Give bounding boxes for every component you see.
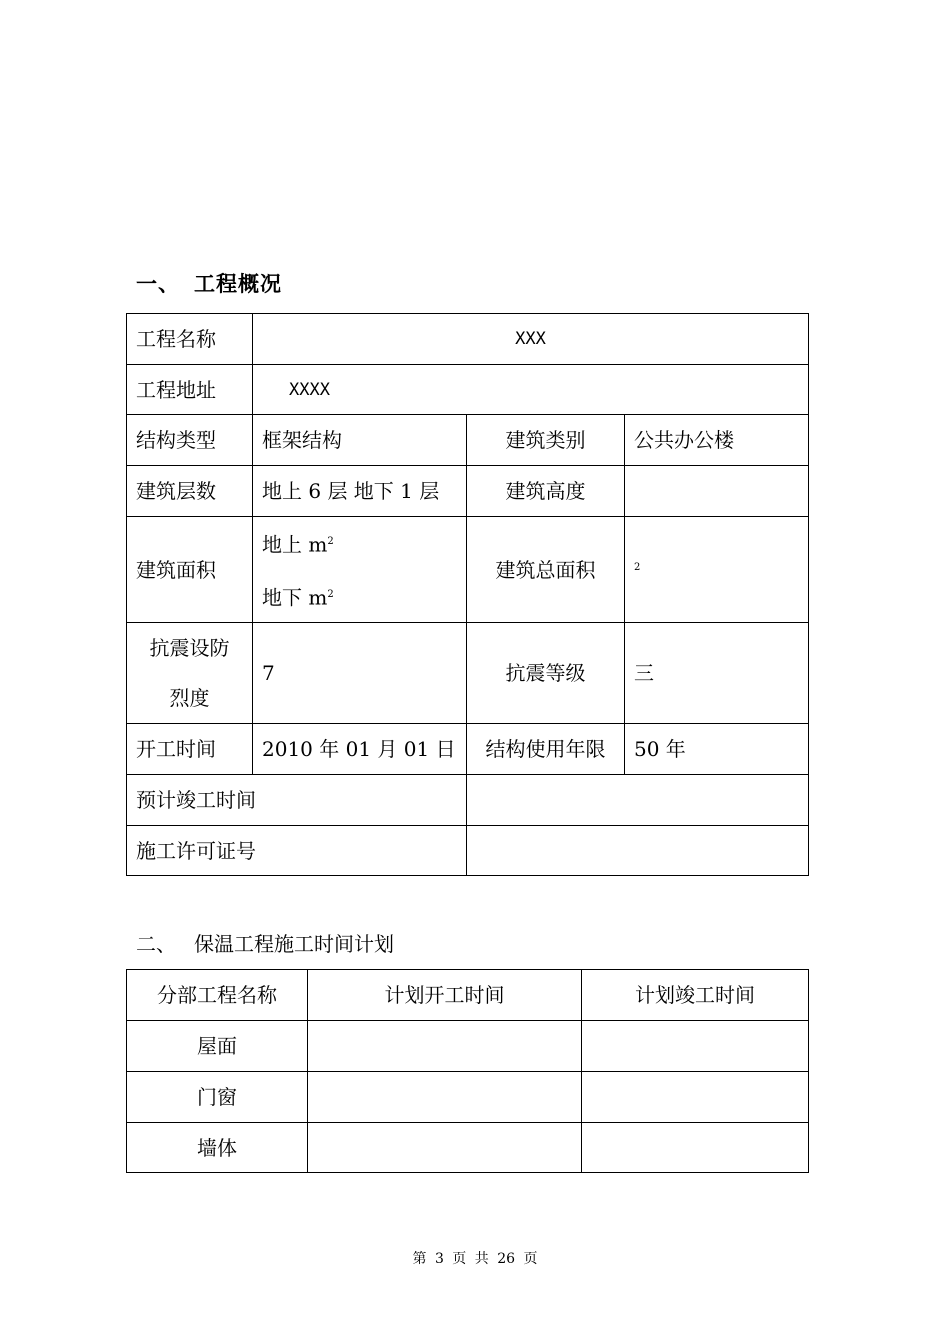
service-life-value: 50 年	[625, 724, 809, 775]
row-name: 墙体	[127, 1123, 308, 1173]
row-start	[308, 1072, 582, 1123]
table-row	[127, 1072, 809, 1123]
row-end	[582, 1123, 809, 1173]
seismic-grade-value: 三	[625, 623, 809, 724]
project-name-label: 工程名称	[127, 314, 253, 365]
completion-label: 预计竣工时间	[127, 775, 467, 826]
table-row	[127, 466, 809, 517]
total-area-sup: 2	[634, 562, 641, 574]
start-label: 开工时间	[127, 724, 253, 775]
seismic-intensity-label-line1: 抗震设防	[149, 636, 230, 661]
section2-number: 二、	[136, 932, 176, 956]
structure-type-label: 结构类型	[127, 415, 253, 466]
table-row	[127, 826, 809, 876]
table-row	[127, 1021, 809, 1072]
row-name: 屋面	[127, 1021, 308, 1072]
section2-title: 保温工程施工时间计划	[194, 932, 394, 956]
project-address-label: 工程地址	[127, 365, 253, 415]
total-area-label: 建筑总面积	[467, 517, 625, 623]
height-label: 建筑高度	[467, 466, 625, 517]
area-below: 地下 m	[262, 585, 328, 610]
project-name-value: XXX	[253, 314, 809, 365]
seismic-intensity-label	[127, 623, 253, 724]
seismic-intensity-label-line2: 烈度	[169, 686, 210, 711]
height-value	[625, 466, 809, 517]
area-above: 地上 m	[262, 532, 328, 557]
row-start	[308, 1021, 582, 1072]
seismic-intensity-value: 7	[253, 623, 467, 724]
building-category-value: 公共办公楼	[625, 415, 809, 466]
table-row	[127, 623, 809, 724]
floors-label: 建筑层数	[127, 466, 253, 517]
section1-heading	[136, 268, 282, 298]
project-overview-table	[126, 313, 809, 876]
table-row	[127, 724, 809, 775]
seismic-grade-label: 抗震等级	[467, 623, 625, 724]
table-row	[127, 365, 809, 415]
row-start	[308, 1123, 582, 1173]
area-below-sup: 2	[327, 588, 334, 600]
row-end	[582, 1021, 809, 1072]
service-life-label: 结构使用年限	[467, 724, 625, 775]
row-end	[582, 1072, 809, 1123]
project-address-value: XXXX	[253, 365, 809, 415]
section2-heading	[136, 928, 394, 957]
permit-value	[467, 826, 809, 876]
table-row	[127, 415, 809, 466]
total-area-value	[625, 517, 809, 623]
header-start: 计划开工时间	[308, 970, 582, 1021]
header-name: 分部工程名称	[127, 970, 308, 1021]
structure-type-value: 框架结构	[253, 415, 467, 466]
insulation-schedule-table	[126, 969, 809, 1173]
section1-title: 工程概况	[194, 272, 282, 296]
table-row	[127, 314, 809, 365]
header-end: 计划竣工时间	[582, 970, 809, 1021]
floors-value: 地上 6 层 地下 1 层	[253, 466, 467, 517]
table-row	[127, 517, 809, 623]
table-row	[127, 1123, 809, 1173]
permit-label: 施工许可证号	[127, 826, 467, 876]
start-value: 2010 年 01 月 01 日	[253, 724, 467, 775]
building-category-label: 建筑类别	[467, 415, 625, 466]
section1-number: 一、	[136, 272, 180, 296]
row-name: 门窗	[127, 1072, 308, 1123]
area-value	[253, 517, 467, 623]
area-label: 建筑面积	[127, 517, 253, 623]
completion-value	[467, 775, 809, 826]
area-above-sup: 2	[327, 536, 334, 547]
page-footer: 第 3 页 共 26 页	[412, 1251, 538, 1267]
table-row	[127, 775, 809, 826]
table-header-row	[127, 970, 809, 1021]
